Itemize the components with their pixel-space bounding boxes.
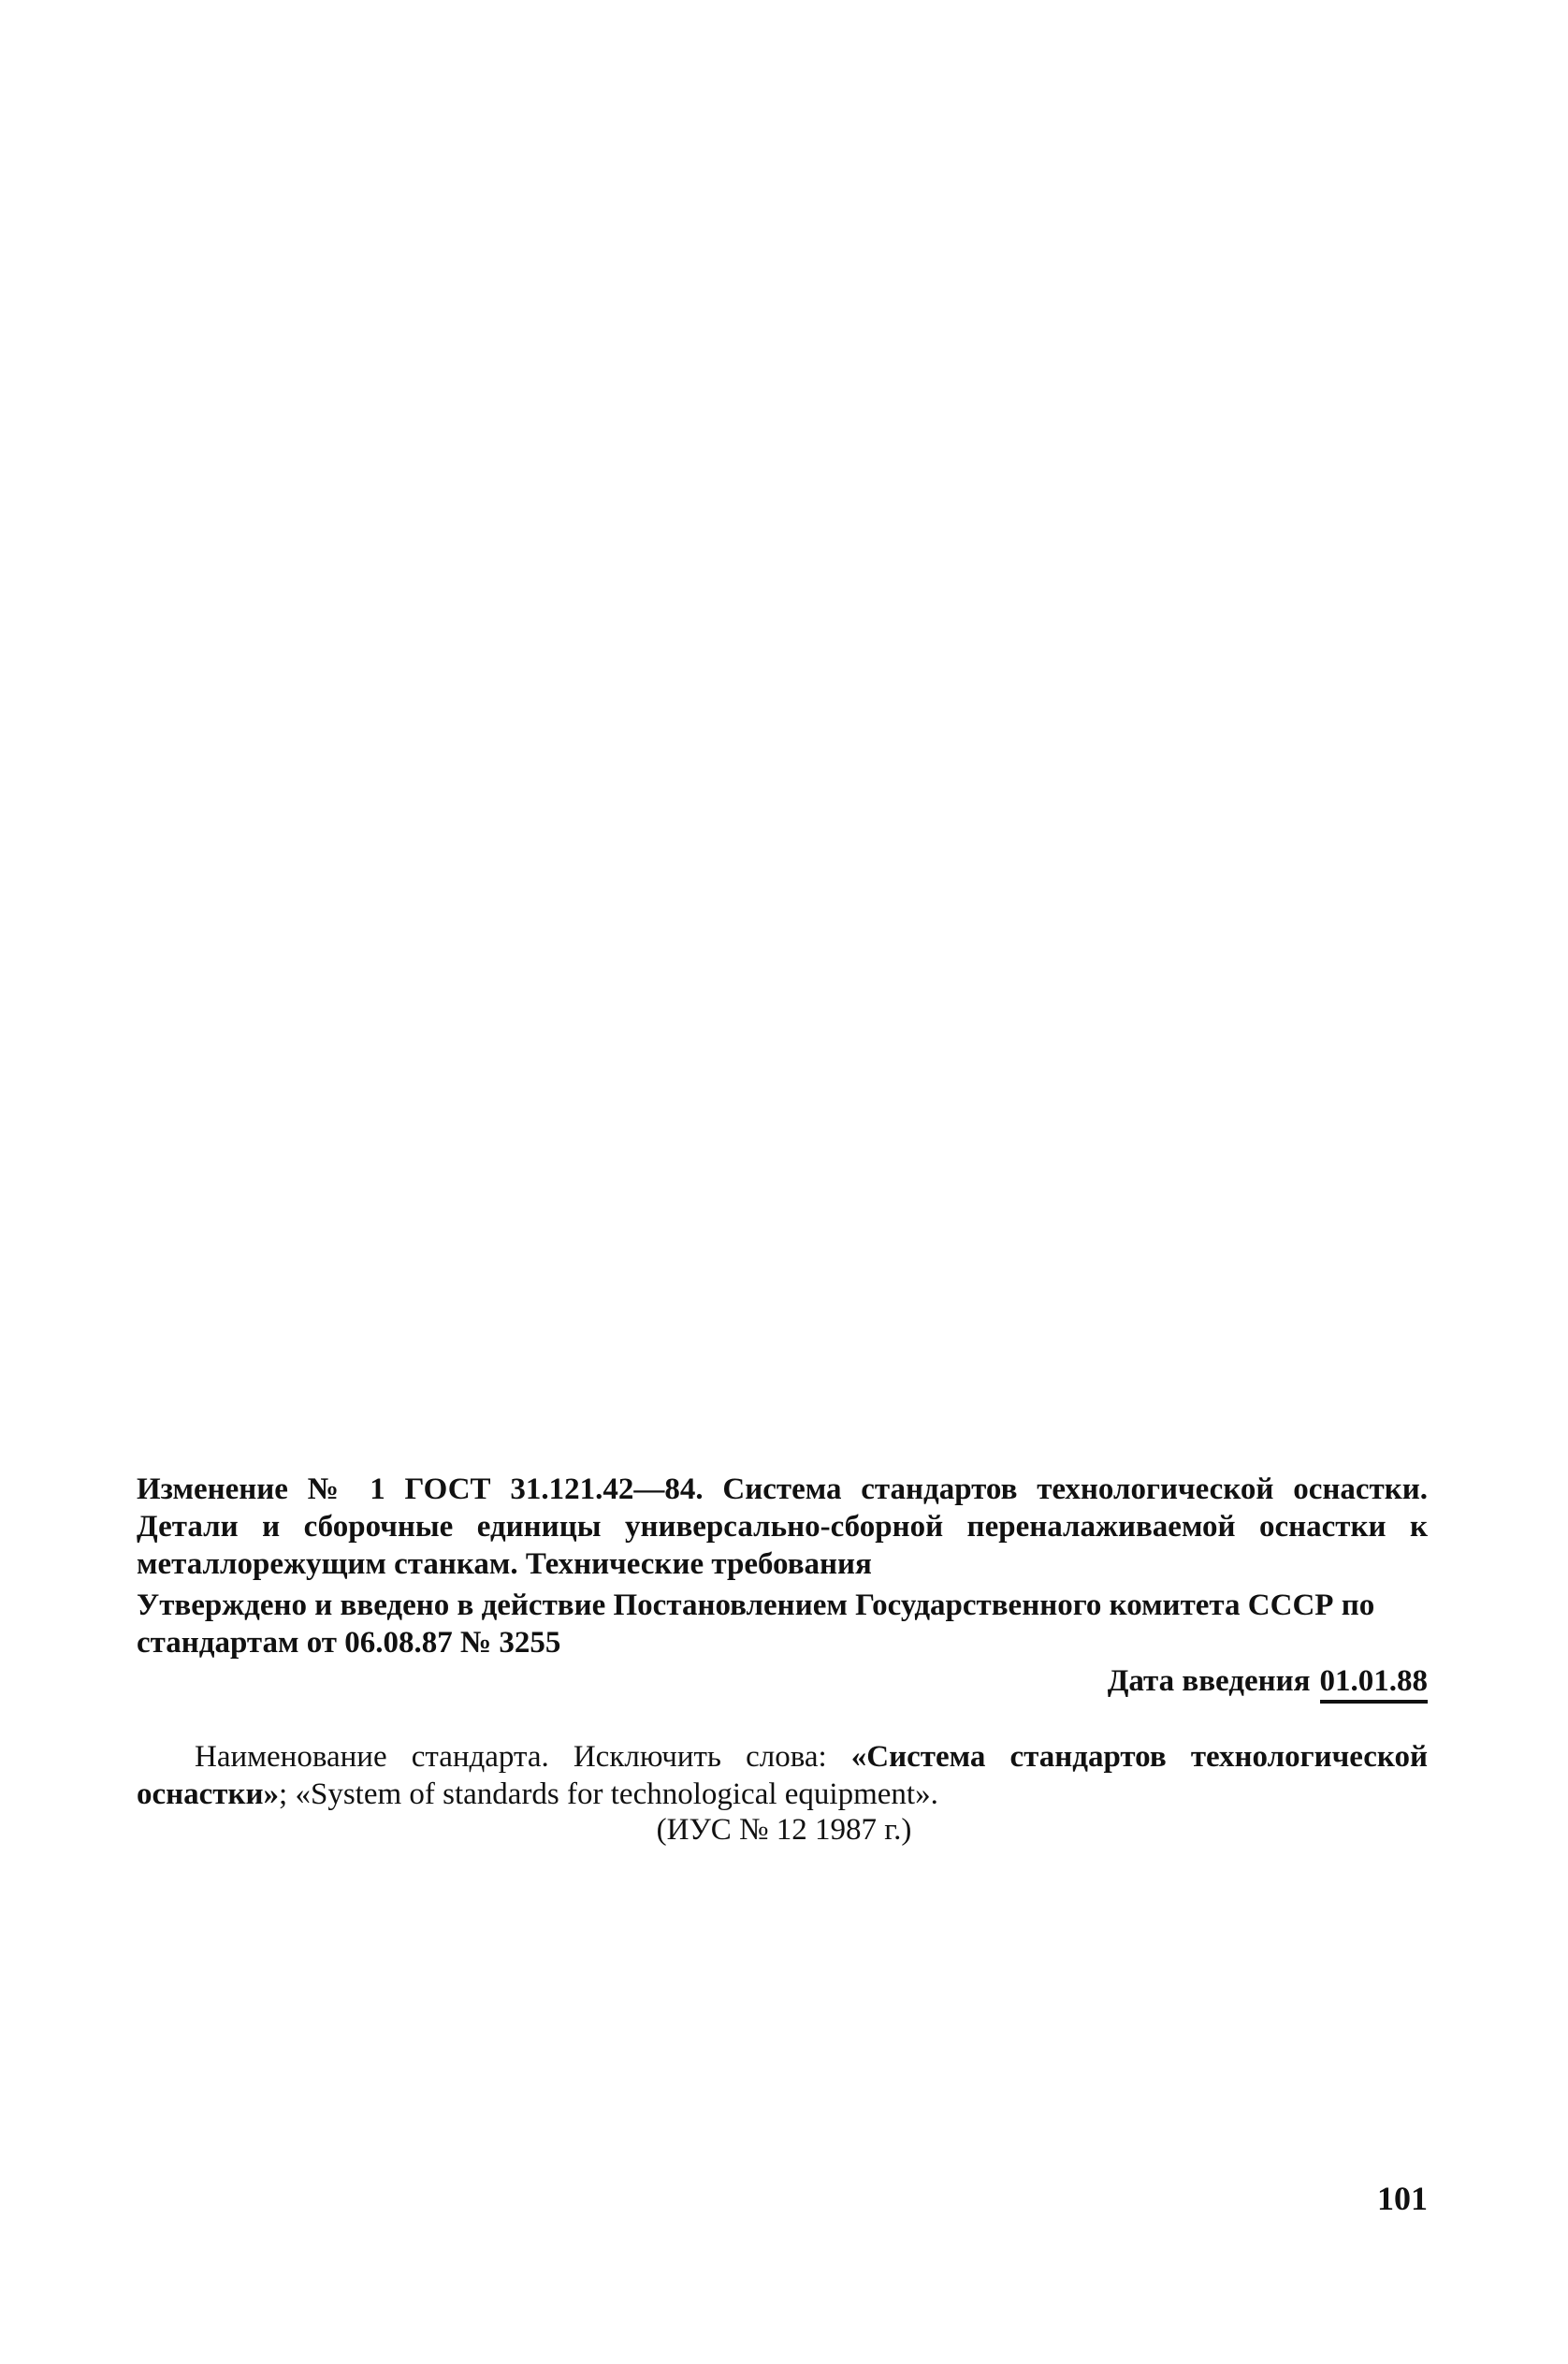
effective-date-label: Дата введения — [1107, 1664, 1311, 1698]
change-separator: ; — [279, 1777, 296, 1811]
effective-date-value: 01.01.88 — [1320, 1664, 1429, 1704]
amendment-title: Изменение № 1 ГОСТ 31.121.42—84. Система стандартов технологической оснастки. Детали и сборочные единицы универсально-сборной переналаживаемой оснастки к металлорежущим станкам. Технические требования — [137, 1472, 1428, 1581]
effective-date-line — [1108, 1662, 1428, 1700]
change-text — [137, 1738, 1428, 1813]
change-suffix: . — [930, 1777, 938, 1811]
source-reference: (ИУС № 12 1987 г.) — [656, 1813, 912, 1847]
approval-statement: Утверждено и введено в действие Постановлением Государственного комитета СССР по стандартам от 06.08.87 № 3255 — [137, 1588, 1375, 1660]
change-quote-ru: «Система стандартов технологической оснастки» — [137, 1740, 1429, 1811]
page-number: 101 — [1377, 2180, 1428, 2217]
change-prefix: Наименование стандарта. Исключить слова: — [195, 1740, 851, 1774]
change-quote-en: «System of standards for technological equipment» — [295, 1777, 931, 1811]
